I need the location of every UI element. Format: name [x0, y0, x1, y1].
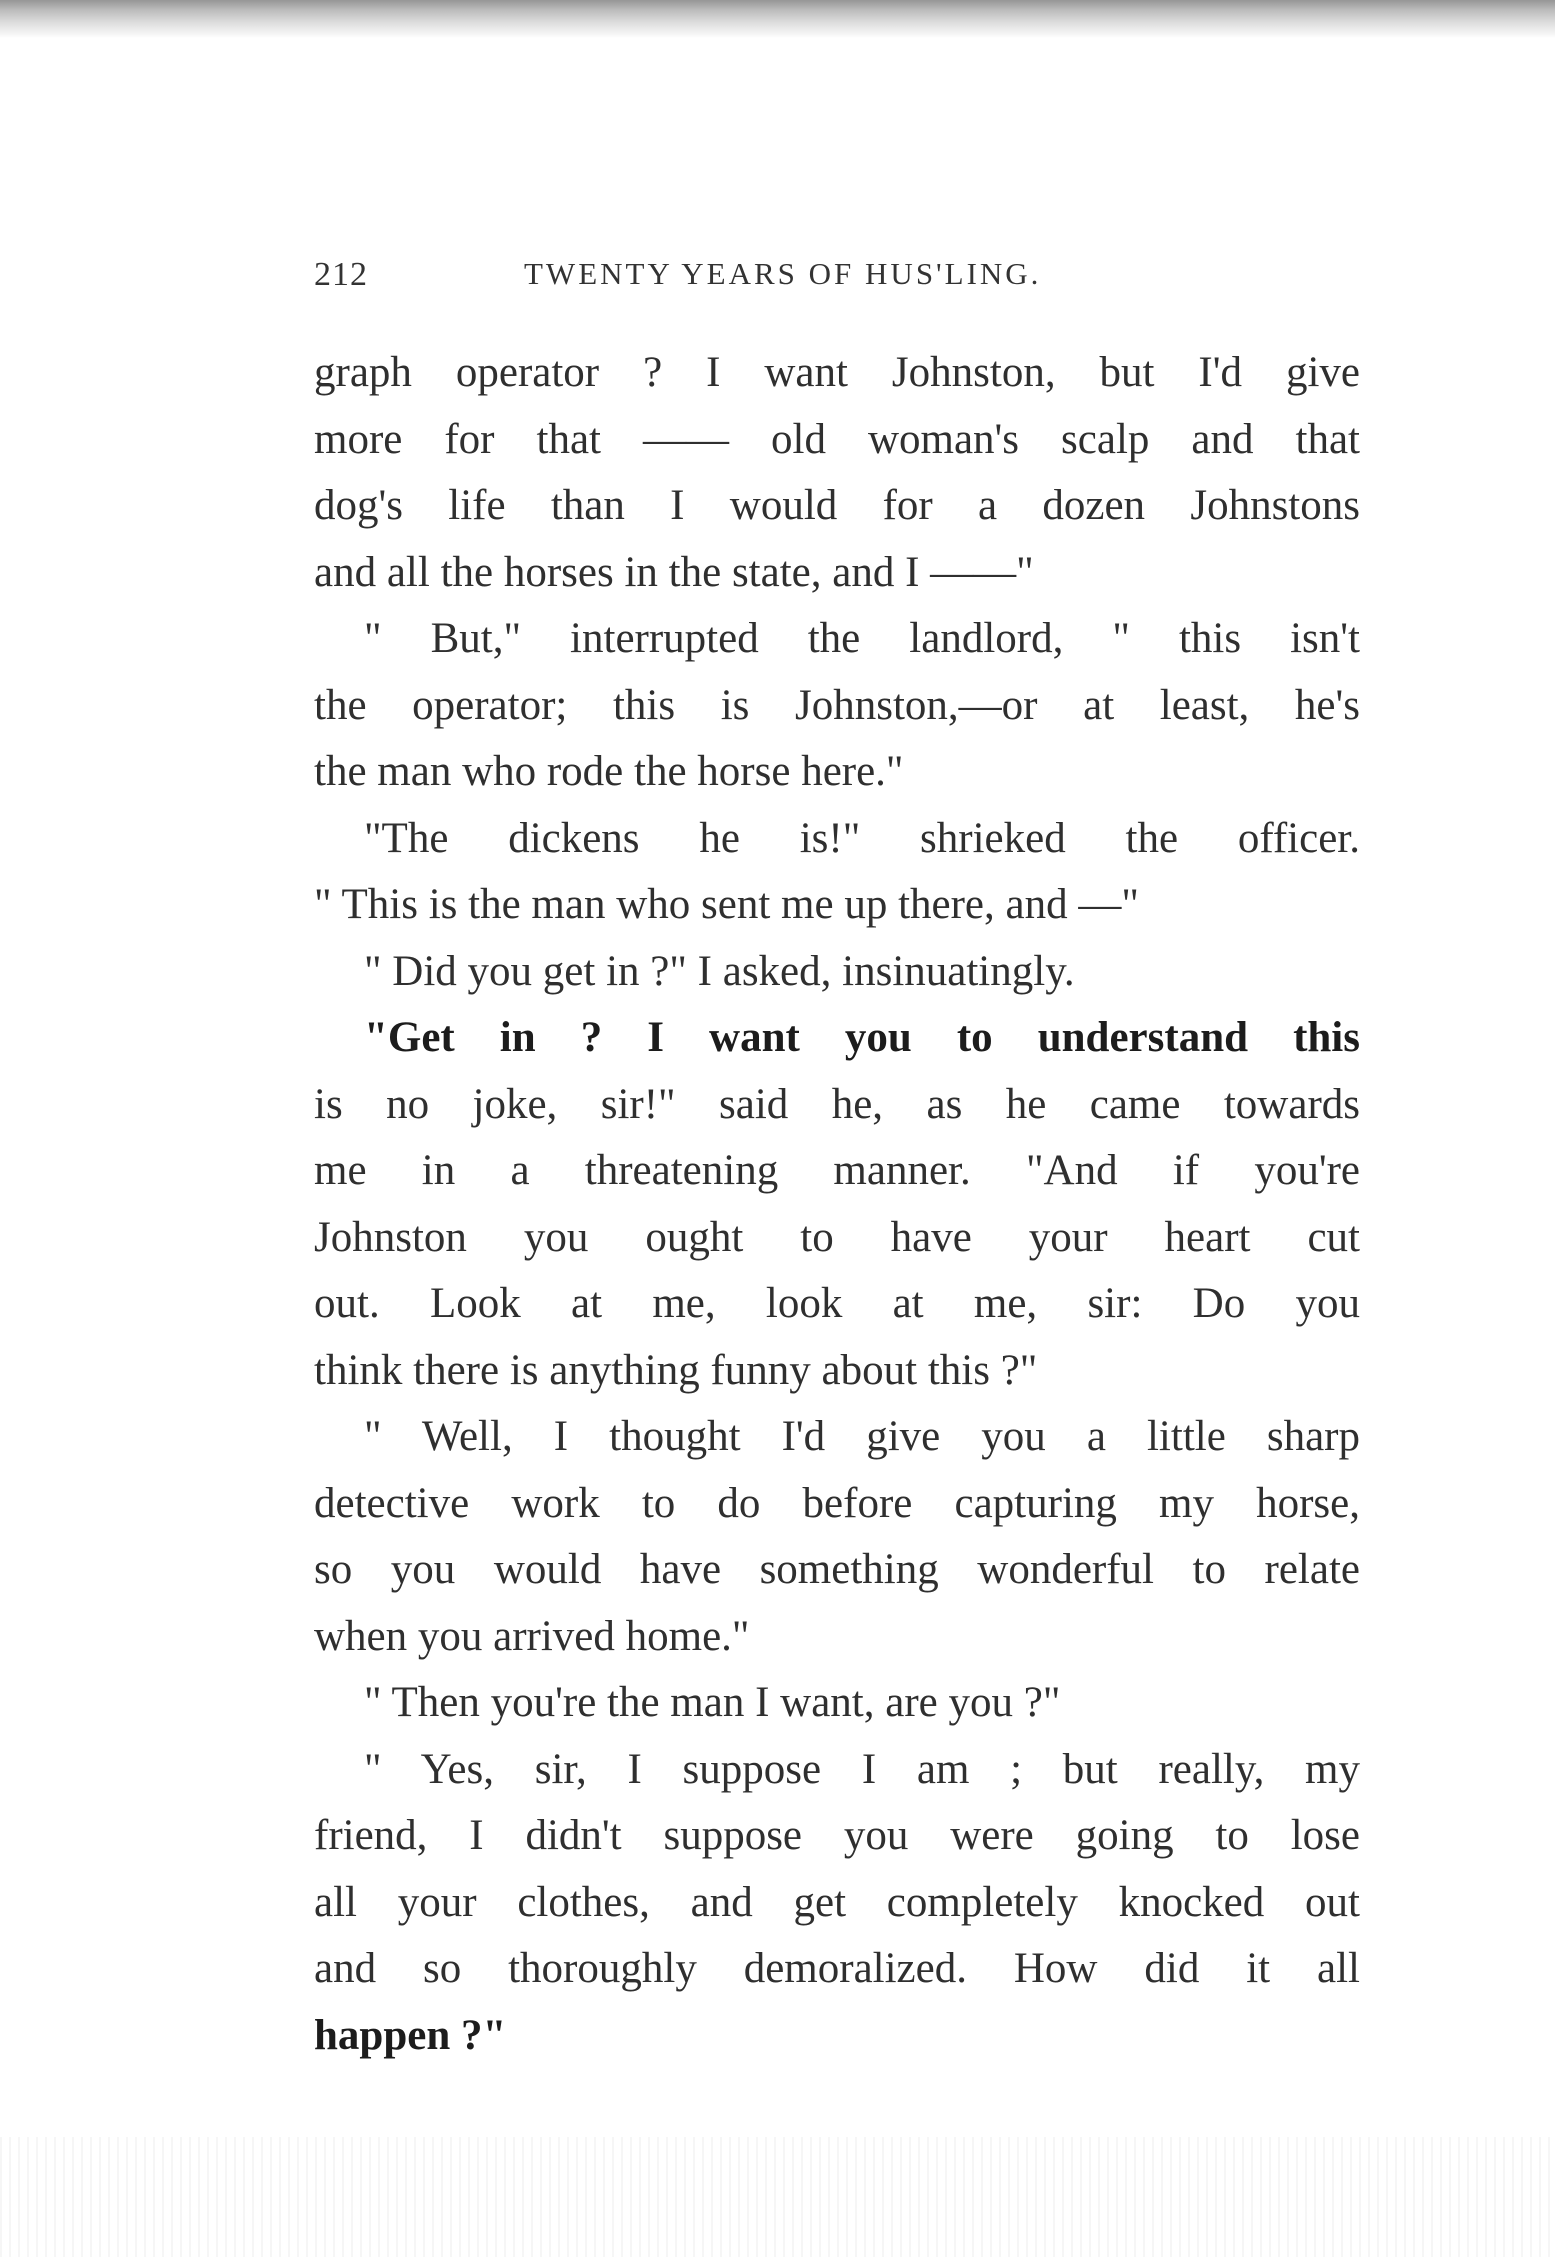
page-number: 212 — [314, 256, 368, 293]
text-line: and so thoroughly demoralized. How did it all — [314, 1945, 1360, 1992]
running-title: TWENTY YEARS OF HUS'LING. — [524, 256, 1042, 291]
text-line: "Get in ? I want you to understand this — [364, 1014, 1360, 1061]
text-line: " Did you get in ?" I asked, insinuatingly. — [364, 947, 1075, 995]
text-line: happen ?" — [314, 2011, 507, 2059]
text-line: " Yes, sir, I suppose I am ; but really, my — [364, 1745, 1360, 1793]
text-line: so you would have something wonderful to relate — [314, 1546, 1360, 1593]
text-line: detective work to do before capturing my horse, — [314, 1479, 1360, 1527]
text-line: graph operator ? I want Johnston, but I'd give — [314, 349, 1360, 396]
text-line: when you arrived home." — [314, 1612, 750, 1660]
text-line: " Then you're the man I want, are you ?" — [364, 1679, 1061, 1726]
text-line: Johnston you ought to have your heart cut — [314, 1213, 1360, 1261]
text-line: "The dickens he is!" shrieked the officer. — [364, 814, 1360, 862]
text-line: the operator; this is Johnston,—or at least, he's — [314, 681, 1360, 729]
text-line: " This is the man who sent me up there, and —" — [314, 881, 1139, 928]
text-line: think there is anything funny about this ?" — [314, 1346, 1038, 1394]
text-line: the man who rode the horse here." — [314, 748, 904, 795]
scan-bottom-texture — [0, 2137, 1555, 2257]
text-line: out. Look at me, look at me, sir: Do you — [314, 1280, 1360, 1327]
text-line: more for that —— old woman's scalp and that — [314, 415, 1360, 463]
text-line: all your clothes, and get completely knocked out — [314, 1878, 1360, 1926]
text-line: dog's life than I would for a dozen Johnstons — [314, 482, 1360, 529]
text-line: and all the horses in the state, and I ——" — [314, 548, 1034, 596]
scan-top-edge — [0, 0, 1555, 38]
text-line: is no joke, sir!" said he, as he came towards — [314, 1080, 1360, 1128]
text-line: " But," interrupted the landlord, " this isn't — [364, 615, 1360, 662]
body-text — [314, 340, 1360, 2069]
text-line: me in a threatening manner. "And if you're — [314, 1147, 1360, 1194]
running-head — [314, 256, 1354, 306]
text-line: " Well, I thought I'd give you a little sharp — [364, 1413, 1360, 1460]
text-line: friend, I didn't suppose you were going to lose — [314, 1812, 1360, 1859]
